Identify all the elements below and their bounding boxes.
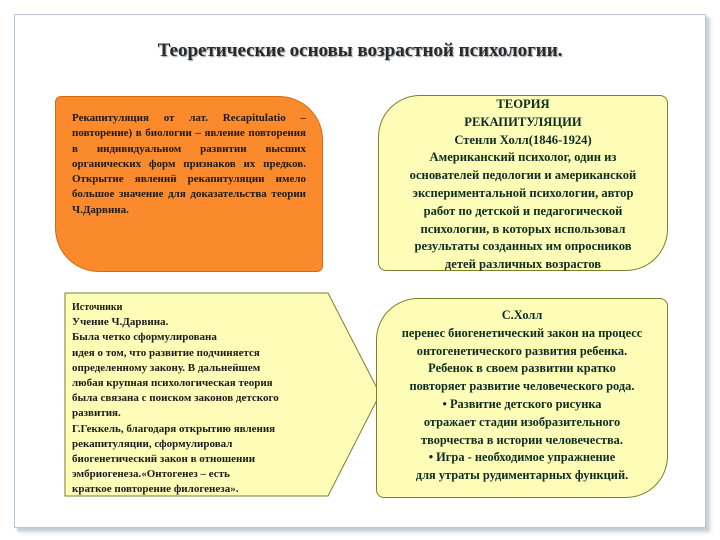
sources-arrow-box (64, 292, 382, 497)
slide-title: Теоретические основы возрастной психологии. (157, 40, 563, 61)
hall-line: повторяет развитие человеческого рода. (409, 379, 635, 394)
theory-box (378, 95, 668, 271)
hall-line: Ребенок в своем развитии кратко (428, 361, 616, 376)
hall-line: для утраты рудиментарных функций. (415, 468, 629, 483)
sources-label: Источники (72, 302, 123, 313)
sources-line: развития. (72, 407, 121, 420)
theory-line: экспериментальной психологии, автор (412, 185, 634, 200)
sources-line: была связана с поиском законов детского (72, 392, 279, 405)
theory-line: результаты созданных им опросников (414, 239, 632, 254)
hall-line: перенес биогенетический закон на процесс (401, 325, 643, 340)
recapitulation-definition-box (55, 96, 323, 272)
sources-line: идея о том, что развитие подчиняется (72, 346, 260, 359)
hall-line: творчества в истории человечества. (421, 432, 623, 447)
hall-line: онтогенетического развития ребенка. (416, 343, 628, 358)
theory-line: РЕКАПИТУЛЯЦИИ (464, 114, 582, 129)
theory-line: основателей педологии и американской (409, 168, 637, 183)
hall-box (376, 298, 668, 498)
theory-line: ТЕОРИЯ (496, 97, 550, 111)
theory-line: психологии, в которых использовал (420, 221, 626, 236)
sources-line: определенному закону. В дальнейшем (72, 361, 261, 374)
sources-line: краткое повторение филогенеза». (72, 483, 239, 496)
sources-line: Учение Ч.Дарвина. (72, 316, 169, 329)
hall-line: • Игра - необходимое упражнение (428, 450, 616, 465)
theory-line: Стенли Холл(1846-1924) (454, 132, 592, 147)
sources-line: Г.Геккель, благодаря открытию явления (72, 422, 276, 435)
theory-line: детей различных возрастов (444, 257, 602, 272)
sources-line: эмбриогенеза.«Онтогенез – есть (72, 468, 230, 481)
hall-title: С.Холл (501, 308, 543, 322)
sources-line: Была четко сформулирована (72, 331, 217, 344)
theory-line: работ по детской и педагогической (423, 203, 623, 218)
recapitulation-definition-text: Рекапитуляция от лат. Recapitulatio – повторение) в биологии – явление повторения в индивидуальном развитии высших органических форм признаков их предков. Открытие явлений рекапитуляции имело большое значение для доказательства теории Ч.Дарвина. (72, 112, 306, 216)
sources-line: любая крупная психологическая теория (72, 377, 273, 390)
hall-line: • Развитие детского рисунка (442, 396, 602, 411)
theory-line: Американский психолог, один из (429, 150, 617, 165)
sources-line: рекапитуляции, сформулировал (72, 437, 233, 450)
hall-line: отражает стадии изобразительного (423, 414, 621, 429)
sources-line: биогенетический закон в отношении (72, 453, 256, 466)
